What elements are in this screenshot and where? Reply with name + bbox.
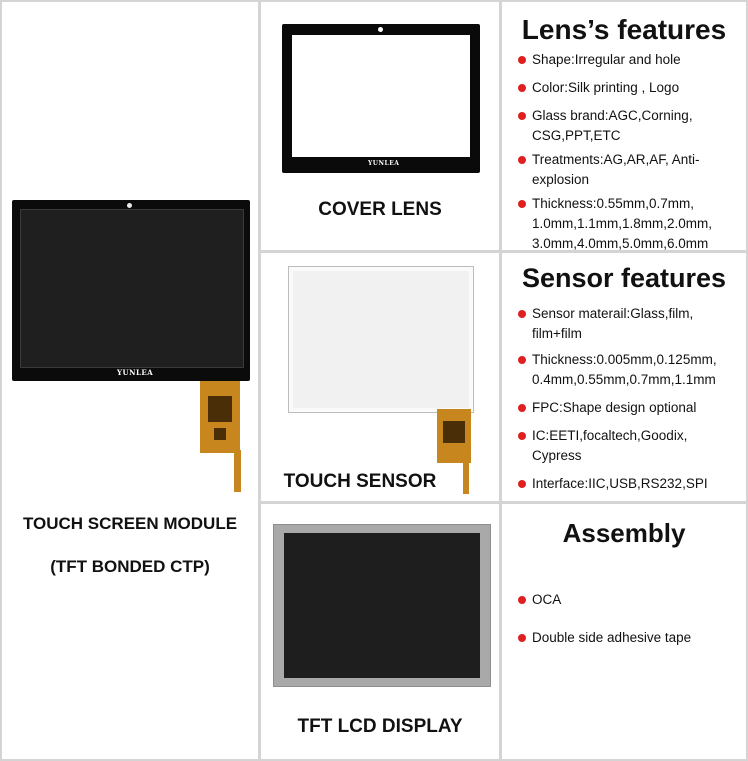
lens-features-list [516,50,742,250]
lens-features-heading: Lens’s features [521,14,727,45]
list-item: Thickness:0.005mm,0.125mm, 0.4mm,0.55mm,0.7mm,1.1mm [516,350,746,390]
touch-sensor-caption: TOUCH SENSOR [283,471,437,492]
tft-display-cell [261,504,499,759]
bullet-dot-icon [518,56,526,64]
bullet-dot-icon [518,432,526,440]
cover-lens-caption: COVER LENS [318,199,442,220]
module-photo [12,200,252,500]
assembly-heading: Assembly [562,518,686,548]
list-item: Thickness:0.55mm,0.7mm, 1.0mm,1.1mm,1.8mm,2.0mm, 3.0mm,4.0mm,5.0mm,6.0mm [516,194,744,250]
module-logo: YUNLEA [117,368,154,377]
bullet-dot-icon [518,596,526,604]
sensor-features-cell [502,253,746,501]
module-fpc-tail [234,450,241,492]
bullet-dot-icon [518,634,526,642]
module-fpc-chip [208,396,232,422]
touch-sensor-cell [261,253,499,501]
assembly-list [516,590,742,648]
camera-hole-icon [378,27,383,32]
tft-display-caption: TFT LCD DISPLAY [297,716,463,737]
list-item: Sensor materail:Glass,film, film+film [516,304,732,344]
bullet-dot-icon [518,404,526,412]
bullet-dot-icon [518,310,526,318]
tft-photo [273,524,491,687]
list-item: Glass brand:AGC,Corning, CSG,PPT,ETC [516,106,712,146]
tft-screen [284,533,480,678]
list-item: Interface:IIC,USB,RS232,SPI [516,474,742,494]
list-item: OCA [516,590,742,610]
bullet-dot-icon [518,480,526,488]
list-item: Shape:Irregular and hole [516,50,742,70]
cover-lens-window [292,35,470,157]
bullet-dot-icon [518,200,526,208]
cover-lens-photo [282,24,480,173]
list-item: Double side adhesive tape [516,628,742,648]
bullet-dot-icon [518,112,526,120]
bullet-dot-icon [518,84,526,92]
cover-lens-cell [261,2,499,250]
sensor-photo [288,266,474,413]
sensor-fpc-tail [463,458,469,494]
camera-hole-icon [127,203,132,208]
module-cell [2,2,258,759]
bullet-dot-icon [518,156,526,164]
sensor-fpc-chip [443,421,465,443]
assembly-cell [502,504,746,759]
list-item: Color:Silk printing , Logo [516,78,742,98]
list-item: FPC:Shape design optional [516,398,742,418]
sensor-features-heading: Sensor features [521,263,727,293]
list-item: IC:EETI,focaltech,Goodix, Cypress [516,426,722,466]
module-title-line1: TOUCH SCREEN MODULE [22,514,238,533]
lens-features-cell [502,2,746,250]
module-fpc-chip-2 [214,428,226,440]
bullet-dot-icon [518,356,526,364]
cover-lens-logo: YUNLEA [368,160,400,167]
sensor-features-list [516,304,742,494]
module-screen [20,209,244,368]
list-item: Treatments:AG,AR,AF, Anti-explosion [516,150,712,190]
module-title-line2: (TFT BONDED CTP) [50,557,210,576]
